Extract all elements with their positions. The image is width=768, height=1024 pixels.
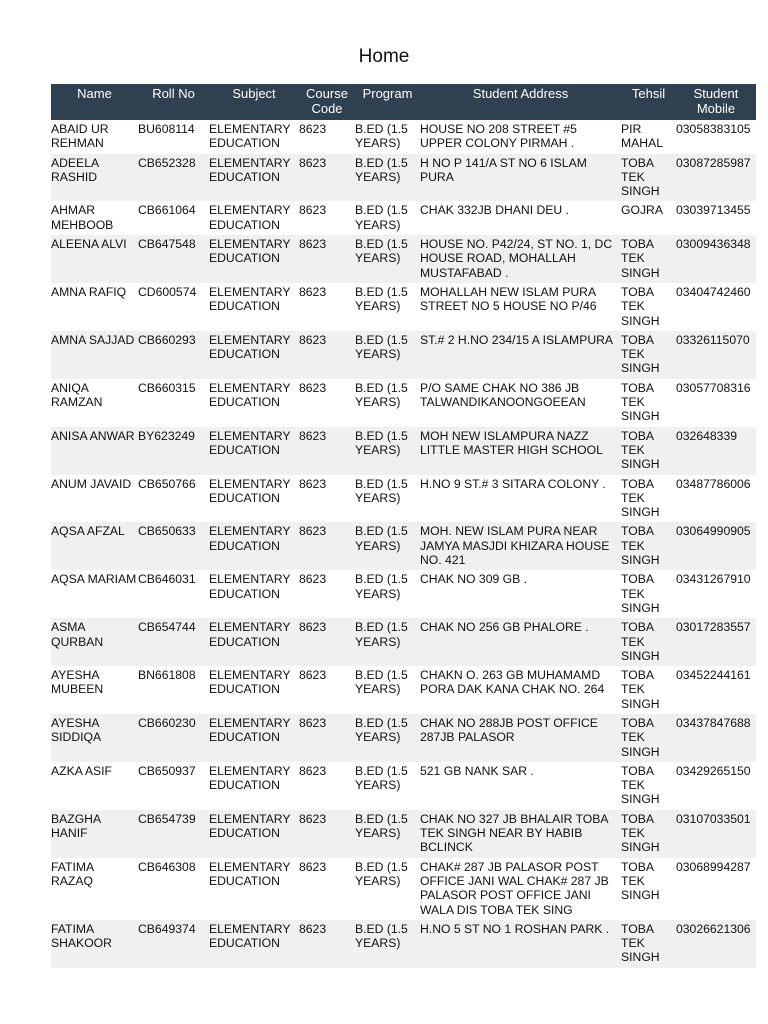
table-header — [51, 84, 756, 120]
table-row — [51, 427, 756, 475]
cell-program: B.ED (1.5 YEARS) — [355, 284, 408, 314]
cell-tehsil: TOBA TEK SINGH — [621, 763, 660, 807]
student-table — [51, 84, 756, 968]
cell-program: B.ED (1.5 YEARS) — [355, 427, 420, 475]
cell-course-code: 8623 — [299, 714, 355, 762]
table-row — [51, 920, 756, 968]
cell-name: AMNA SAJJAD — [51, 331, 138, 379]
cell-tehsil: TOBA TEK SINGH — [621, 920, 676, 968]
table-row — [51, 154, 756, 202]
cell-tehsil: TOBA TEK SINGH — [621, 714, 676, 762]
cell-subject: ELEMENTARY EDUCATION — [209, 122, 291, 151]
cell-course-code: 8623 — [299, 154, 355, 202]
cell-name: ANUM JAVAID — [51, 476, 132, 491]
header-subject: Subject — [209, 84, 299, 120]
cell-subject: ELEMENTARY EDUCATION — [209, 618, 299, 666]
cell-program: B.ED (1.5 YEARS) — [355, 122, 408, 151]
cell-student-mobile: 03064990905 — [676, 522, 756, 570]
cell-course-code: 8623 — [299, 572, 327, 587]
cell-name: AQSA MARIAM — [51, 572, 137, 587]
cell-subject: ELEMENTARY EDUCATION — [209, 522, 299, 570]
table-row — [51, 235, 756, 283]
header-roll-no: Roll No — [138, 84, 209, 120]
cell-subject: ELEMENTARY EDUCATION — [209, 810, 299, 858]
cell-course-code: 8623 — [299, 920, 355, 968]
cell-name: ABAID UR REHMAN — [51, 122, 109, 151]
cell-roll-no: CB647548 — [138, 235, 209, 283]
table-row — [51, 475, 756, 523]
cell-student-address: H.NO 9 ST.# 3 SITARA COLONY . — [420, 476, 606, 491]
header-student-address: Student Address — [420, 84, 621, 120]
cell-program: B.ED (1.5 YEARS) — [355, 668, 408, 697]
cell-subject: ELEMENTARY EDUCATION — [209, 572, 291, 601]
cell-tehsil: TOBA TEK SINGH — [621, 235, 676, 283]
table-row — [51, 762, 756, 810]
cell-name: AHMAR MEHBOOB — [51, 203, 114, 232]
cell-tehsil: TOBA TEK SINGH — [621, 380, 660, 424]
cell-program: B.ED (1.5 YEARS) — [355, 810, 420, 858]
cell-name: ANIQA RAMZAN — [51, 380, 103, 410]
cell-student-address: CHAK# 287 JB PALASOR POST OFFICE JANI WAL CHAK# 287 JB PALASOR POST OFFICE JANI WALA DIS TOBA TEK SING — [420, 859, 609, 917]
cell-subject: ELEMENTARY EDUCATION — [209, 427, 299, 475]
cell-program: B.ED (1.5 YEARS) — [355, 859, 408, 888]
page-title: Home — [358, 46, 410, 67]
header-row — [51, 84, 756, 120]
cell-tehsil: TOBA TEK SINGH — [621, 572, 660, 615]
cell-roll-no: CB660315 — [138, 380, 196, 395]
cell-course-code: 8623 — [299, 331, 355, 379]
cell-student-address: CHAK 332JB DHANI DEU . — [420, 203, 569, 218]
cell-roll-no: BN661808 — [138, 668, 196, 683]
cell-student-address: P/O SAME CHAK NO 386 JB TALWANDIKANOONGOEEAN — [420, 380, 586, 410]
cell-tehsil: GOJRA — [621, 203, 663, 218]
cell-student-address: ST.# 2 H.NO 234/15 A ISLAMPURA — [420, 331, 621, 379]
cell-course-code: 8623 — [299, 810, 355, 858]
cell-student-address: H NO P 141/A ST NO 6 ISLAM PURA — [420, 154, 621, 202]
cell-name: FATIMA SHAKOOR — [51, 920, 138, 968]
header-course-code: Course Code — [299, 84, 355, 120]
cell-roll-no: CB646308 — [138, 859, 196, 874]
table-body — [51, 120, 756, 968]
cell-roll-no: BY623249 — [138, 427, 209, 475]
cell-course-code: 8623 — [299, 203, 327, 218]
cell-roll-no: CB660293 — [138, 331, 209, 379]
cell-student-address: H.NO 5 ST NO 1 ROSHAN PARK . — [420, 920, 621, 968]
cell-tehsil: TOBA TEK SINGH — [621, 859, 660, 903]
header-name: Name — [51, 84, 138, 120]
cell-course-code: 8623 — [299, 668, 327, 683]
table-row — [51, 714, 756, 762]
cell-student-mobile: 032648339 — [676, 427, 756, 475]
header-program: Program — [355, 84, 420, 120]
cell-name: FATIMA RAZAQ — [51, 859, 94, 888]
cell-name: ADEELA RASHID — [51, 154, 138, 202]
cell-course-code: 8623 — [299, 122, 327, 136]
cell-course-code: 8623 — [299, 763, 327, 778]
cell-student-mobile: 03452244161 — [676, 668, 751, 683]
cell-student-address: CHAK NO 327 JB BHALAIR TOBA TEK SINGH NEAR BY HABIB BCLINCK — [420, 810, 621, 858]
cell-name: ALEENA ALVI — [51, 235, 138, 283]
cell-tehsil: TOBA TEK SINGH — [621, 154, 676, 202]
cell-subject: ELEMENTARY EDUCATION — [209, 763, 291, 793]
cell-roll-no: CB661064 — [138, 203, 196, 218]
cell-name: BAZGHA HANIF — [51, 810, 138, 858]
cell-roll-no: BU608114 — [138, 122, 195, 136]
cell-student-address: CHAK NO 309 GB . — [420, 572, 528, 587]
cell-course-code: 8623 — [299, 380, 327, 395]
cell-student-address: CHAK NO 288JB POST OFFICE 287JB PALASOR — [420, 714, 621, 762]
cell-roll-no: CB649374 — [138, 920, 209, 968]
cell-student-mobile: 03017283557 — [676, 618, 756, 666]
cell-tehsil: TOBA TEK SINGH — [621, 522, 676, 570]
cell-course-code: 8623 — [299, 427, 355, 475]
cell-roll-no: CB654739 — [138, 810, 209, 858]
cell-name: AQSA AFZAL — [51, 522, 138, 570]
cell-roll-no: CB646031 — [138, 572, 196, 587]
cell-program: B.ED (1.5 YEARS) — [355, 203, 408, 232]
table-row — [51, 618, 756, 666]
cell-student-mobile: 03326115070 — [676, 331, 756, 379]
cell-name: AYESHA SIDDIQA — [51, 714, 138, 762]
cell-student-mobile: 03039713455 — [676, 203, 751, 218]
cell-roll-no: CD600574 — [138, 284, 197, 299]
cell-student-address: MOH NEW ISLAMPURA NAZZ LITTLE MASTER HIGH SCHOOL — [420, 427, 621, 475]
cell-student-mobile: 03087285987 — [676, 154, 756, 202]
cell-subject: ELEMENTARY EDUCATION — [209, 859, 291, 888]
cell-student-address: 521 GB NANK SAR . — [420, 763, 534, 778]
cell-tehsil: TOBA TEK SINGH — [621, 427, 676, 475]
cell-subject: ELEMENTARY EDUCATION — [209, 476, 291, 505]
cell-name: AMNA RAFIQ — [51, 284, 127, 299]
table-row — [51, 858, 756, 920]
cell-student-address: HOUSE NO. P42/24, ST NO. 1, DC HOUSE ROAD, MOHALLAH MUSTAFABAD . — [420, 235, 621, 283]
table-row — [51, 570, 756, 618]
cell-program: B.ED (1.5 YEARS) — [355, 235, 420, 283]
cell-student-address: CHAK NO 256 GB PHALORE . — [420, 618, 621, 666]
cell-program: B.ED (1.5 YEARS) — [355, 154, 420, 202]
cell-course-code: 8623 — [299, 476, 327, 491]
cell-tehsil: TOBA TEK SINGH — [621, 668, 660, 711]
table-row — [51, 666, 756, 714]
table-row — [51, 201, 756, 235]
table-row — [51, 283, 756, 331]
cell-course-code: 8623 — [299, 284, 327, 299]
cell-subject: ELEMENTARY EDUCATION — [209, 668, 291, 697]
table-row — [51, 379, 756, 427]
cell-subject: ELEMENTARY EDUCATION — [209, 714, 299, 762]
cell-tehsil: TOBA TEK SINGH — [621, 331, 676, 379]
cell-subject: ELEMENTARY EDUCATION — [209, 235, 299, 283]
table-row — [51, 331, 756, 379]
cell-program: B.ED (1.5 YEARS) — [355, 522, 420, 570]
cell-student-mobile: 03068994287 — [676, 859, 751, 874]
cell-student-mobile: 03487786006 — [676, 476, 751, 491]
cell-roll-no: CB650633 — [138, 522, 209, 570]
cell-student-address: MOH. NEW ISLAM PURA NEAR JAMYA MASJDI KHIZARA HOUSE NO. 421 — [420, 522, 621, 570]
cell-subject: ELEMENTARY EDUCATION — [209, 920, 299, 968]
header-tehsil: Tehsil — [621, 84, 676, 120]
cell-subject: ELEMENTARY EDUCATION — [209, 380, 291, 410]
cell-student-mobile: 03429265150 — [676, 763, 751, 778]
cell-program: B.ED (1.5 YEARS) — [355, 331, 420, 379]
cell-course-code: 8623 — [299, 522, 355, 570]
cell-student-mobile: 03026621306 — [676, 920, 756, 968]
cell-program: B.ED (1.5 YEARS) — [355, 618, 420, 666]
cell-student-mobile: 03404742460 — [676, 284, 751, 299]
cell-subject: ELEMENTARY EDUCATION — [209, 331, 299, 379]
cell-course-code: 8623 — [299, 859, 327, 874]
cell-student-address: HOUSE NO 208 STREET #5 UPPER COLONY PIRMAH . — [420, 122, 577, 151]
table-row — [51, 522, 756, 570]
cell-student-mobile: 03057708316 — [676, 380, 751, 395]
cell-student-mobile: 03437847688 — [676, 714, 756, 762]
cell-roll-no: CB650766 — [138, 476, 196, 491]
cell-roll-no: CB652328 — [138, 154, 209, 202]
cell-course-code: 8623 — [299, 235, 355, 283]
cell-program: B.ED (1.5 YEARS) — [355, 763, 408, 793]
cell-program: B.ED (1.5 YEARS) — [355, 714, 420, 762]
cell-student-address: CHAKN O. 263 GB MUHAMAMD PORA DAK KANA CHAK NO. 264 — [420, 668, 605, 697]
cell-student-mobile: 03058383105 — [676, 122, 751, 136]
cell-roll-no: CB654744 — [138, 618, 209, 666]
cell-name: ANISA ANWAR — [51, 427, 138, 475]
cell-name: ASMA QURBAN — [51, 618, 138, 666]
cell-tehsil: TOBA TEK SINGH — [621, 284, 660, 328]
cell-tehsil: TOBA TEK SINGH — [621, 618, 676, 666]
cell-tehsil: TOBA TEK SINGH — [621, 810, 676, 858]
cell-subject: ELEMENTARY EDUCATION — [209, 284, 291, 314]
cell-subject: ELEMENTARY EDUCATION — [209, 154, 299, 202]
cell-program: B.ED (1.5 YEARS) — [355, 572, 408, 601]
table-row — [51, 810, 756, 858]
cell-name: AZKA ASIF — [51, 763, 112, 778]
header-student-mobile: Student Mobile — [676, 84, 756, 120]
cell-roll-no: CB660230 — [138, 714, 209, 762]
cell-program: B.ED (1.5 YEARS) — [355, 920, 420, 968]
cell-program: B.ED (1.5 YEARS) — [355, 476, 408, 505]
cell-student-mobile: 03431267910 — [676, 572, 751, 587]
cell-roll-no: CB650937 — [138, 763, 196, 778]
cell-tehsil: PIR MAHAL — [621, 122, 663, 151]
cell-subject: ELEMENTARY EDUCATION — [209, 203, 291, 232]
cell-name: AYESHA MUBEEN — [51, 668, 104, 697]
cell-tehsil: TOBA TEK SINGH — [621, 476, 660, 520]
cell-program: B.ED (1.5 YEARS) — [355, 380, 408, 410]
cell-student-mobile: 03009436348 — [676, 235, 756, 283]
table-row — [51, 120, 756, 154]
cell-course-code: 8623 — [299, 618, 355, 666]
cell-student-address: MOHALLAH NEW ISLAM PURA STREET NO 5 HOUSE NO P/46 — [420, 284, 597, 314]
cell-student-mobile: 03107033501 — [676, 810, 756, 858]
